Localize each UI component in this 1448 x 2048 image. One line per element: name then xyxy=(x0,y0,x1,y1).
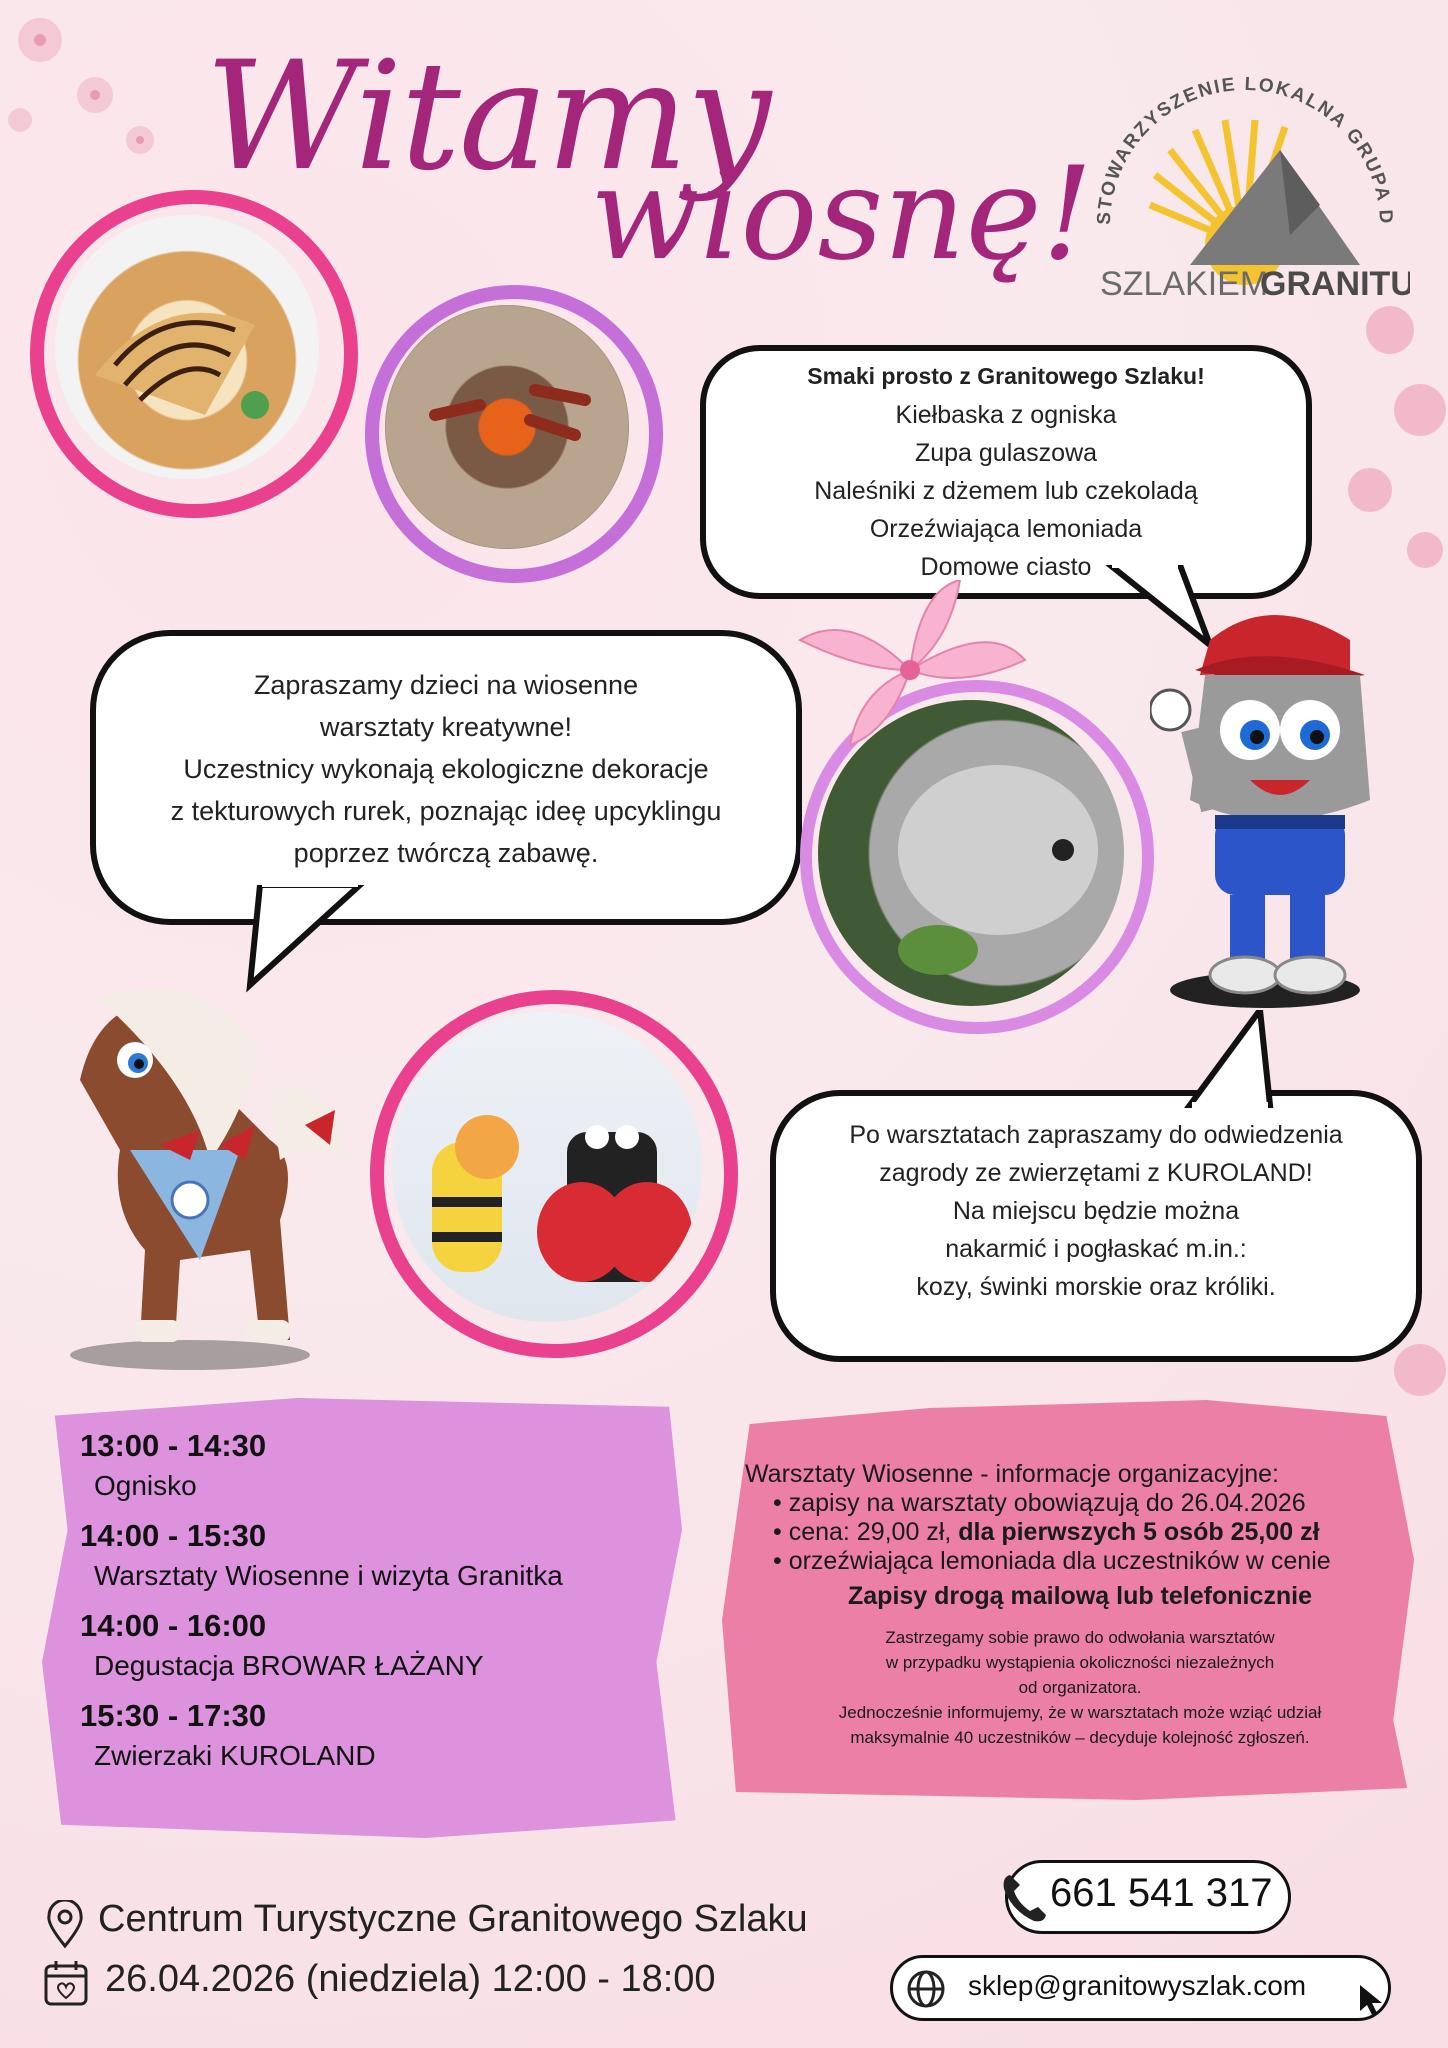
schedule-desc: Warsztaty Wiosenne i wizyta Granitka xyxy=(94,1560,563,1591)
animals-line: nakarmić i pogłaskać m.in.: xyxy=(945,1235,1247,1263)
animals-line: Na miejscu będzie można xyxy=(952,1197,1240,1225)
animals-line: Po warsztatach zapraszamy do odwiedzenia xyxy=(849,1121,1343,1149)
food-title: Smaki prosto z Granitowego Szlaku! xyxy=(807,363,1205,389)
workshop-speech-bubble xyxy=(90,630,802,925)
email-address: sklep@granitowyszlak.com xyxy=(968,1970,1307,2001)
title-wiosne: wiosnę! xyxy=(590,140,1093,289)
food-item: Orzeźwiająca lemoniada xyxy=(869,515,1143,543)
email-box[interactable] xyxy=(890,1955,1391,2021)
schedule-time: 13:00 - 14:30 xyxy=(80,1428,267,1463)
workshop-line: Zapraszamy dzieci na wiosenne xyxy=(253,670,639,700)
blossom-decoration-top-left xyxy=(0,0,220,200)
schedule-desc: Degustacja BROWAR ŁAŻANY xyxy=(94,1650,484,1681)
logo-name-light: SZLAKIEM xyxy=(1100,265,1269,303)
info-disclaimer-line: w przypadku wystąpienia okoliczności niezależnych xyxy=(885,1653,1275,1672)
schedule-entry xyxy=(80,1698,680,1772)
info-content xyxy=(745,1460,1415,1750)
globe-icon xyxy=(905,1968,947,2010)
schedule-list xyxy=(80,1428,680,1788)
location-pin-icon xyxy=(45,1900,85,1950)
info-heading: Warsztaty Wiosenne - informacje organizacyjne: xyxy=(745,1460,1279,1488)
schedule-entry xyxy=(80,1428,680,1502)
pancakes-photo xyxy=(55,215,319,479)
info-bullet: • orzeźwiająca lemoniada dla uczestników w cenie xyxy=(773,1547,1331,1575)
schedule-entry xyxy=(80,1518,680,1592)
food-item: Kiełbaska z ogniska xyxy=(895,401,1117,429)
granitek-mascot xyxy=(1150,580,1380,1010)
workshop-line: z tekturowych rurek, poznając ideę upcyklingu xyxy=(170,796,722,826)
pony-mascot xyxy=(40,960,360,1380)
blossom-decoration-right xyxy=(1330,290,1448,590)
phone-number: 661 541 317 xyxy=(1050,1871,1273,1915)
info-bullet: • zapisy na warsztaty obowiązują do 26.04.2026 xyxy=(773,1489,1306,1517)
logo-arc-text: STOWARZYSZENIE LOKALNA GRUPA D xyxy=(1093,73,1397,226)
info-disclaimer-line: maksymalnie 40 uczestników – decyduje kolejność zgłoszeń. xyxy=(850,1728,1310,1747)
food-item: Domowe ciasto xyxy=(920,553,1092,581)
food-speech-bubble xyxy=(700,345,1312,599)
animals-speech-bubble xyxy=(770,1090,1422,1362)
date-text: 26.04.2026 (niedziela) 12:00 - 18:00 xyxy=(105,1958,716,2000)
workshop-line: poprzez twórczą zabawę. xyxy=(293,838,599,868)
title-witamy: Witamy xyxy=(205,30,770,204)
animals-bubble-tail xyxy=(1150,1010,1290,1110)
craft-photo xyxy=(392,1012,702,1322)
workshop-line: Uczestnicy wykonają ekologiczne dekoracje xyxy=(183,754,709,784)
lily-flower-decoration xyxy=(790,580,1030,750)
phone-icon xyxy=(998,1867,1050,1927)
logo-name-bold: GRANITU xyxy=(1260,265,1410,303)
info-signup: Zapisy drogą mailową lub telefonicznie xyxy=(848,1582,1312,1610)
food-item: Zupa gulaszowa xyxy=(914,439,1098,467)
sausages-drawing xyxy=(385,305,629,549)
schedule-time: 15:30 - 17:30 xyxy=(80,1698,267,1733)
info-disclaimer-line: Jednocześnie informujemy, że w warsztatach może wziąć udział xyxy=(838,1703,1322,1722)
info-disclaimer-line: Zastrzegamy sobie prawo do odwołania warsztatów xyxy=(885,1628,1275,1647)
cursor-icon xyxy=(1358,1983,1388,2017)
animals-line: kozy, świnki morskie oraz króliki. xyxy=(916,1273,1276,1301)
schedule-desc: Ognisko xyxy=(94,1470,197,1501)
campfire-photo xyxy=(385,305,629,549)
pancake-drawing xyxy=(55,215,319,479)
calendar-icon xyxy=(42,1958,92,2008)
craft-drawing xyxy=(392,1012,702,1322)
schedule-time: 14:00 - 15:30 xyxy=(80,1518,267,1553)
animals-line: zagrody ze zwierzętami z KUROLAND! xyxy=(879,1159,1313,1187)
schedule-time: 14:00 - 16:00 xyxy=(80,1608,267,1643)
info-bullet: • cena: 29,00 zł, dla pierwszych 5 osób 25,00 zł xyxy=(773,1518,1320,1546)
phone-box[interactable] xyxy=(1005,1860,1291,1934)
info-disclaimer-line: od organizatora. xyxy=(1018,1678,1142,1697)
schedule-desc: Zwierzaki KUROLAND xyxy=(94,1740,376,1771)
food-item: Naleśniki z dżemem lub czekoladą xyxy=(814,477,1198,505)
szlakiem-granitu-logo xyxy=(1080,55,1410,315)
schedule-entry xyxy=(80,1608,680,1682)
location-text: Centrum Turystyczne Granitowego Szlaku xyxy=(98,1898,808,1940)
workshop-line: warsztaty kreatywne! xyxy=(319,712,573,742)
